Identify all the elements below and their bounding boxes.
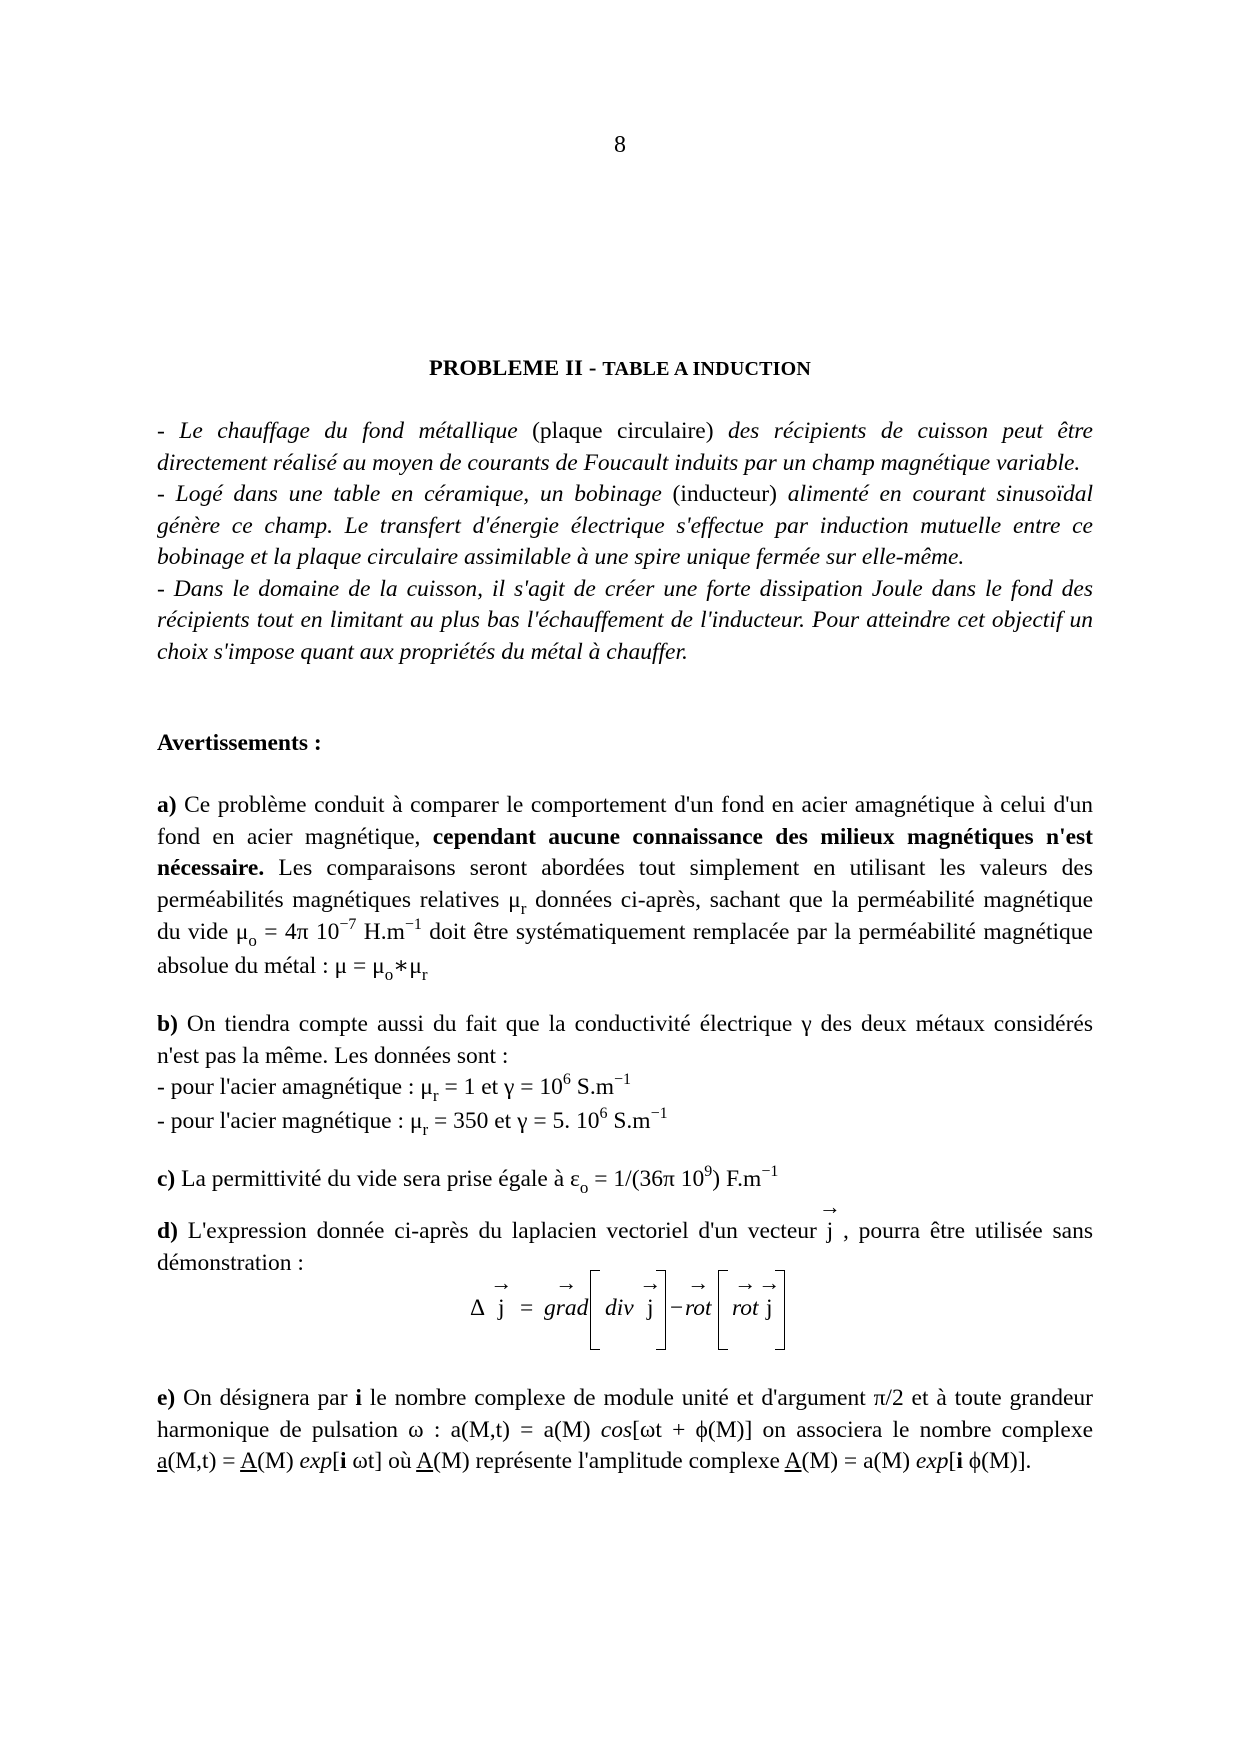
- item-b: b) On tiendra compte aussi du fait que la conductivité électrique γ des deux métaux considérés n'est pas la même. Les données sont : - pour l'acier amagnétique : $\mu_r = 1$ et $\gamma = 10^6$ $S.m^{-1}$ - pour l'acier magnétique : $\mu_r = 350$ et γ = 5. $10^6$ $S.m^{-1}$: [157, 1011, 1093, 1139]
- title-part1: PROBLEME II -: [428, 355, 603, 380]
- formula-bracket-right-2: [775, 1270, 785, 1350]
- page-number: 8: [614, 132, 626, 158]
- intro-paragraph-3: - Dans le domaine de la cuisson, il s'agit de créer une forte dissipation Joule dans le fond des récipients tout en limitant au plus bas l'échauffement de l'inducteur. Pour atteindre cet objectif un choix s'impose quant aux propriétés du métal à chauffer.: [157, 575, 1093, 665]
- formula-rot-j: → j: [766, 1295, 773, 1322]
- problem-title: [0, 355, 1240, 381]
- item-a: a) Ce problème conduit à comparer le comportement d'un fond en acier amagnétique à celui d'un fond en acier magnétique, cependant aucune connaissance des milieux magnétiques n'est nécessaire. Les comparaisons seront abordées tout simplement en utilisant les valeurs des perméabilités magnétiques relatives $\mu_r$ données ci-après, sachant que la perméabilité magnétique du vide $\mu_o = 4\pi$ $10^{-7}$ $H.m^{-1}$ doit être systématiquement remplacée par la perméabilité magnétique absolue du métal : $\mu = \mu_o∗\mu_r$: [157, 792, 1093, 984]
- intro-paragraph-1: - Le chauffage du fond métallique (plaque circulaire) des récipients de cuisson peut être directement réalisé au moyen de courants de Foucault induits par un champ magnétique variable.: [157, 418, 1093, 476]
- formula-bracket-right-1: [656, 1270, 666, 1350]
- formula-grad: → grad: [544, 1295, 588, 1322]
- formula-equals: =: [520, 1295, 534, 1321]
- item-c: c) La permittivité du vide sera prise égale à $\varepsilon_o = 1/(36\pi$ $10^9$) $F.m^{-1}$: [157, 1163, 779, 1197]
- intro-section: [157, 416, 1093, 668]
- item-e: e) On désignera par i le nombre complexe de module unité et d'argument π/2 et à toute grandeur harmonique de pulsation ω : a(M,t) = a(M) cos[ωt + ϕ(M)] on associera le nombre complexe a(M,t) = A(M) exp[i ωt] où A(M) représente l'amplitude complexe A(M) = a(M) exp[i ϕ(M)].: [157, 1385, 1093, 1474]
- warnings-heading: Avertissements :: [157, 730, 322, 756]
- formula-bracket-left-1: [590, 1270, 600, 1350]
- formula-div: div: [605, 1295, 634, 1321]
- formula-delta: Δ: [470, 1295, 486, 1321]
- title-part2: TABLE A INDUCTION: [602, 358, 812, 380]
- formula-div-j: → j: [647, 1295, 654, 1322]
- formula-rot-1: → rot: [685, 1295, 712, 1322]
- formula-minus: −: [670, 1295, 684, 1321]
- formula-bracket-left-2: [718, 1270, 728, 1350]
- formula-vec-j: → j: [498, 1295, 505, 1322]
- item-d: d) L'expression donnée ci-après du laplacien vectoriel d'un vecteur → j , pourra être utilisée sans démonstration :: [157, 1216, 1093, 1279]
- intro-paragraph-2: - Logé dans une table en céramique, un bobinage (inducteur) alimenté en courant sinusoïdal génère ce champ. Le transfert d'énergie électrique s'effectue par induction mutuelle entre ce bobinage et la plaque circulaire assimilable à une spire unique fermée sur elle-même.: [157, 481, 1093, 570]
- formula-rot-2: → rot: [732, 1295, 759, 1322]
- vector-j: → j: [827, 1216, 834, 1248]
